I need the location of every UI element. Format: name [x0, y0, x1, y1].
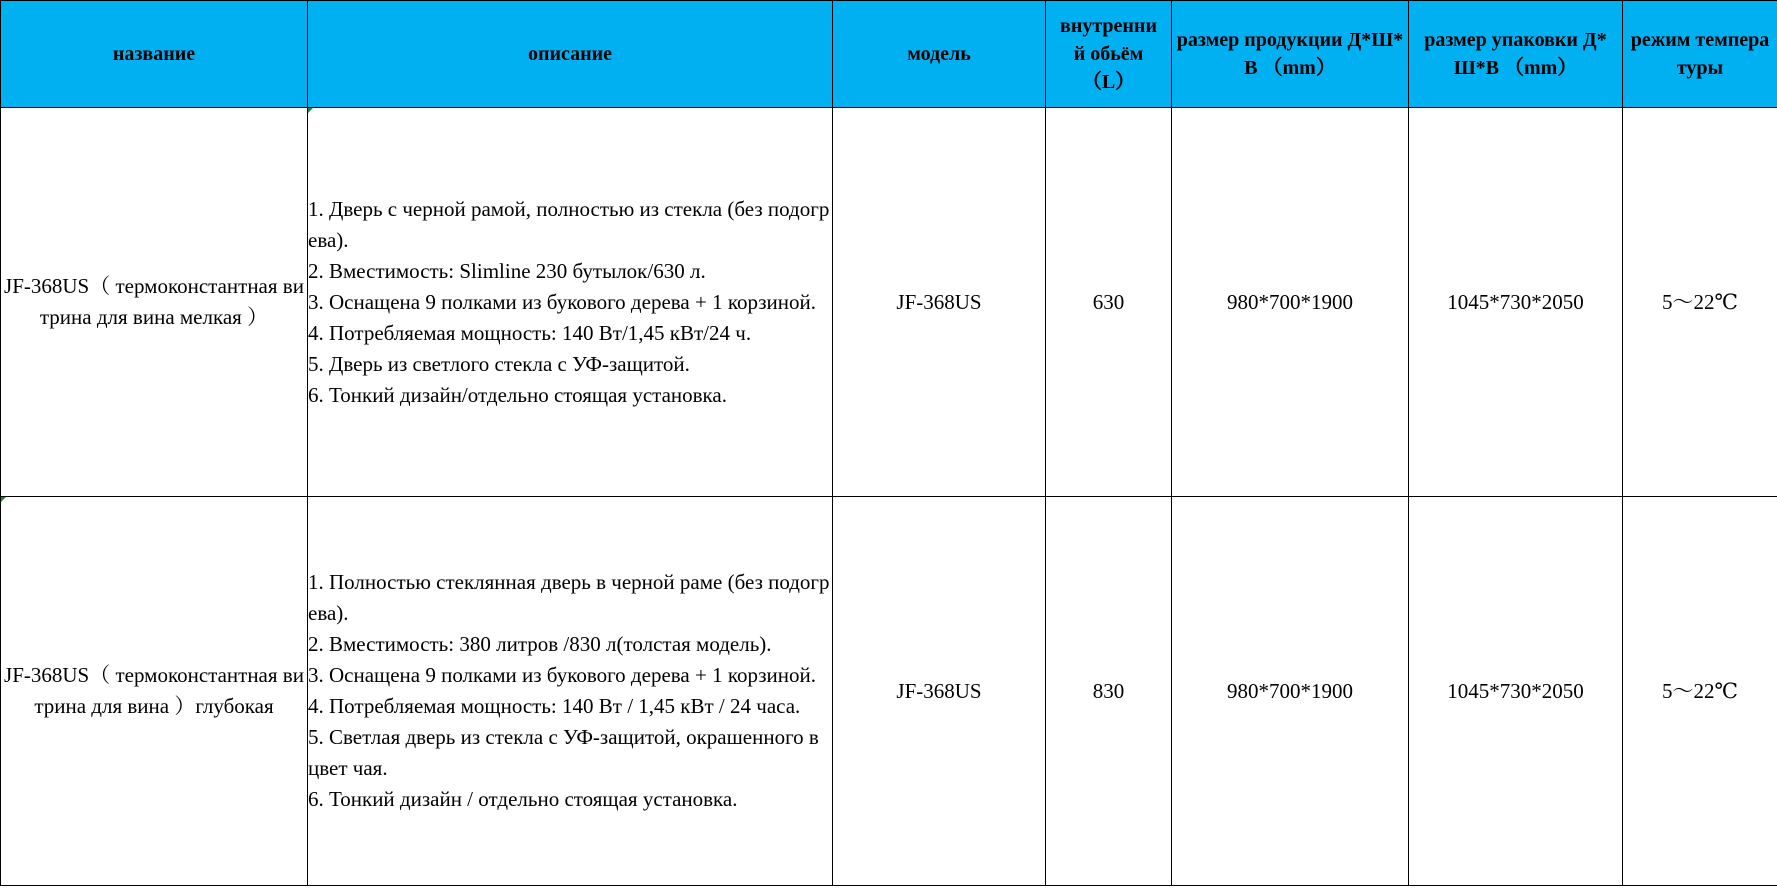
header-cell-volume[interactable] — [1046, 1, 1172, 108]
header-cell-name[interactable] — [1, 1, 308, 108]
cell-description[interactable] — [308, 108, 833, 497]
package-size-text: 1045*730*2050 — [1447, 678, 1584, 703]
volume-text: 830 — [1092, 678, 1125, 703]
description-line: 2. Вместимость: Slimline 230 бутылок/630 л. — [308, 258, 706, 283]
header-cell-product-size[interactable] — [1172, 1, 1409, 108]
package-size-text: 1045*730*2050 — [1447, 289, 1584, 314]
cell-comment-marker — [1, 497, 6, 502]
description-line: 5. Светлая дверь из стекла с УФ-защитой, окрашенного в цвет чая. — [308, 725, 819, 780]
header-product-size-label: размер продукции Д*Ш*В （mm） — [1176, 29, 1404, 79]
header-temp-mode-label: режим температуры — [1630, 29, 1770, 79]
model-text: JF-368US — [896, 678, 982, 703]
description-line: 3. Оснащена 9 полками из букового дерева + 1 корзиной. — [308, 289, 816, 314]
cell-comment-marker — [308, 108, 313, 113]
cell-product-size[interactable] — [1172, 108, 1409, 497]
header-cell-temp-mode[interactable] — [1623, 1, 1777, 108]
header-package-size-label: размер упаковки Д*Ш*В （mm） — [1424, 29, 1607, 79]
name-text: JF-368US（ термоконстантная витрина для вина ）глубокая — [4, 663, 304, 718]
description-line: 5. Дверь из светлого стекла с УФ-защитой. — [308, 351, 690, 376]
description-line: 1. Дверь с черной рамой, полностью из стекла (без подогрева). — [308, 196, 830, 252]
product-size-text: 980*700*1900 — [1227, 289, 1353, 314]
table-row — [1, 497, 1777, 886]
description-line: 6. Тонкий дизайн/отдельно стоящая установка. — [308, 382, 728, 407]
cell-model[interactable] — [833, 108, 1046, 497]
product-size-text: 980*700*1900 — [1227, 678, 1353, 703]
cell-product-size[interactable] — [1172, 497, 1409, 886]
description-line: 4. Потребляемая мощность: 140 Вт / 1,45 кВт / 24 часа. — [308, 694, 801, 718]
description-line: 2. Вместимость: 380 литров /830 л(толстая модель). — [308, 632, 772, 656]
cell-temp-mode[interactable] — [1623, 108, 1777, 497]
header-description-label: описание — [527, 43, 613, 65]
header-model-label: модель — [907, 43, 971, 65]
description-line: 6. Тонкий дизайн / отдельно стоящая установка. — [308, 787, 738, 811]
description-line: 4. Потребляемая мощность: 140 Вт/1,45 кВт/24 ч. — [308, 320, 752, 345]
header-cell-description[interactable] — [308, 1, 833, 108]
cell-volume[interactable] — [1046, 497, 1172, 886]
header-cell-package-size[interactable] — [1409, 1, 1623, 108]
description-line: 1. Полностью стеклянная дверь в черной раме (без подогрева). — [308, 570, 830, 625]
cell-volume[interactable] — [1046, 108, 1172, 497]
cell-name[interactable] — [1, 108, 308, 497]
header-row — [1, 1, 1777, 108]
header-name-label: название — [112, 43, 196, 65]
cell-name[interactable] — [1, 497, 308, 886]
cell-package-size[interactable] — [1409, 108, 1623, 497]
cell-description[interactable] — [308, 497, 833, 886]
volume-text: 630 — [1092, 289, 1125, 314]
description-line: 3. Оснащена 9 полками из букового дерева + 1 корзиной. — [308, 663, 816, 687]
cell-package-size[interactable] — [1409, 497, 1623, 886]
temp-mode-text: 5～22℃ — [1662, 678, 1738, 703]
model-text: JF-368US — [896, 289, 982, 314]
header-volume-label: внутренний обьём （L） — [1060, 15, 1157, 93]
header-cell-model[interactable] — [833, 1, 1046, 108]
cell-temp-mode[interactable] — [1623, 497, 1777, 886]
name-text: JF-368US（ термоконстантная витрина для вина мелкая ） — [4, 274, 304, 329]
table-row — [1, 108, 1777, 497]
cell-model[interactable] — [833, 497, 1046, 886]
temp-mode-text: 5～22℃ — [1662, 289, 1738, 314]
